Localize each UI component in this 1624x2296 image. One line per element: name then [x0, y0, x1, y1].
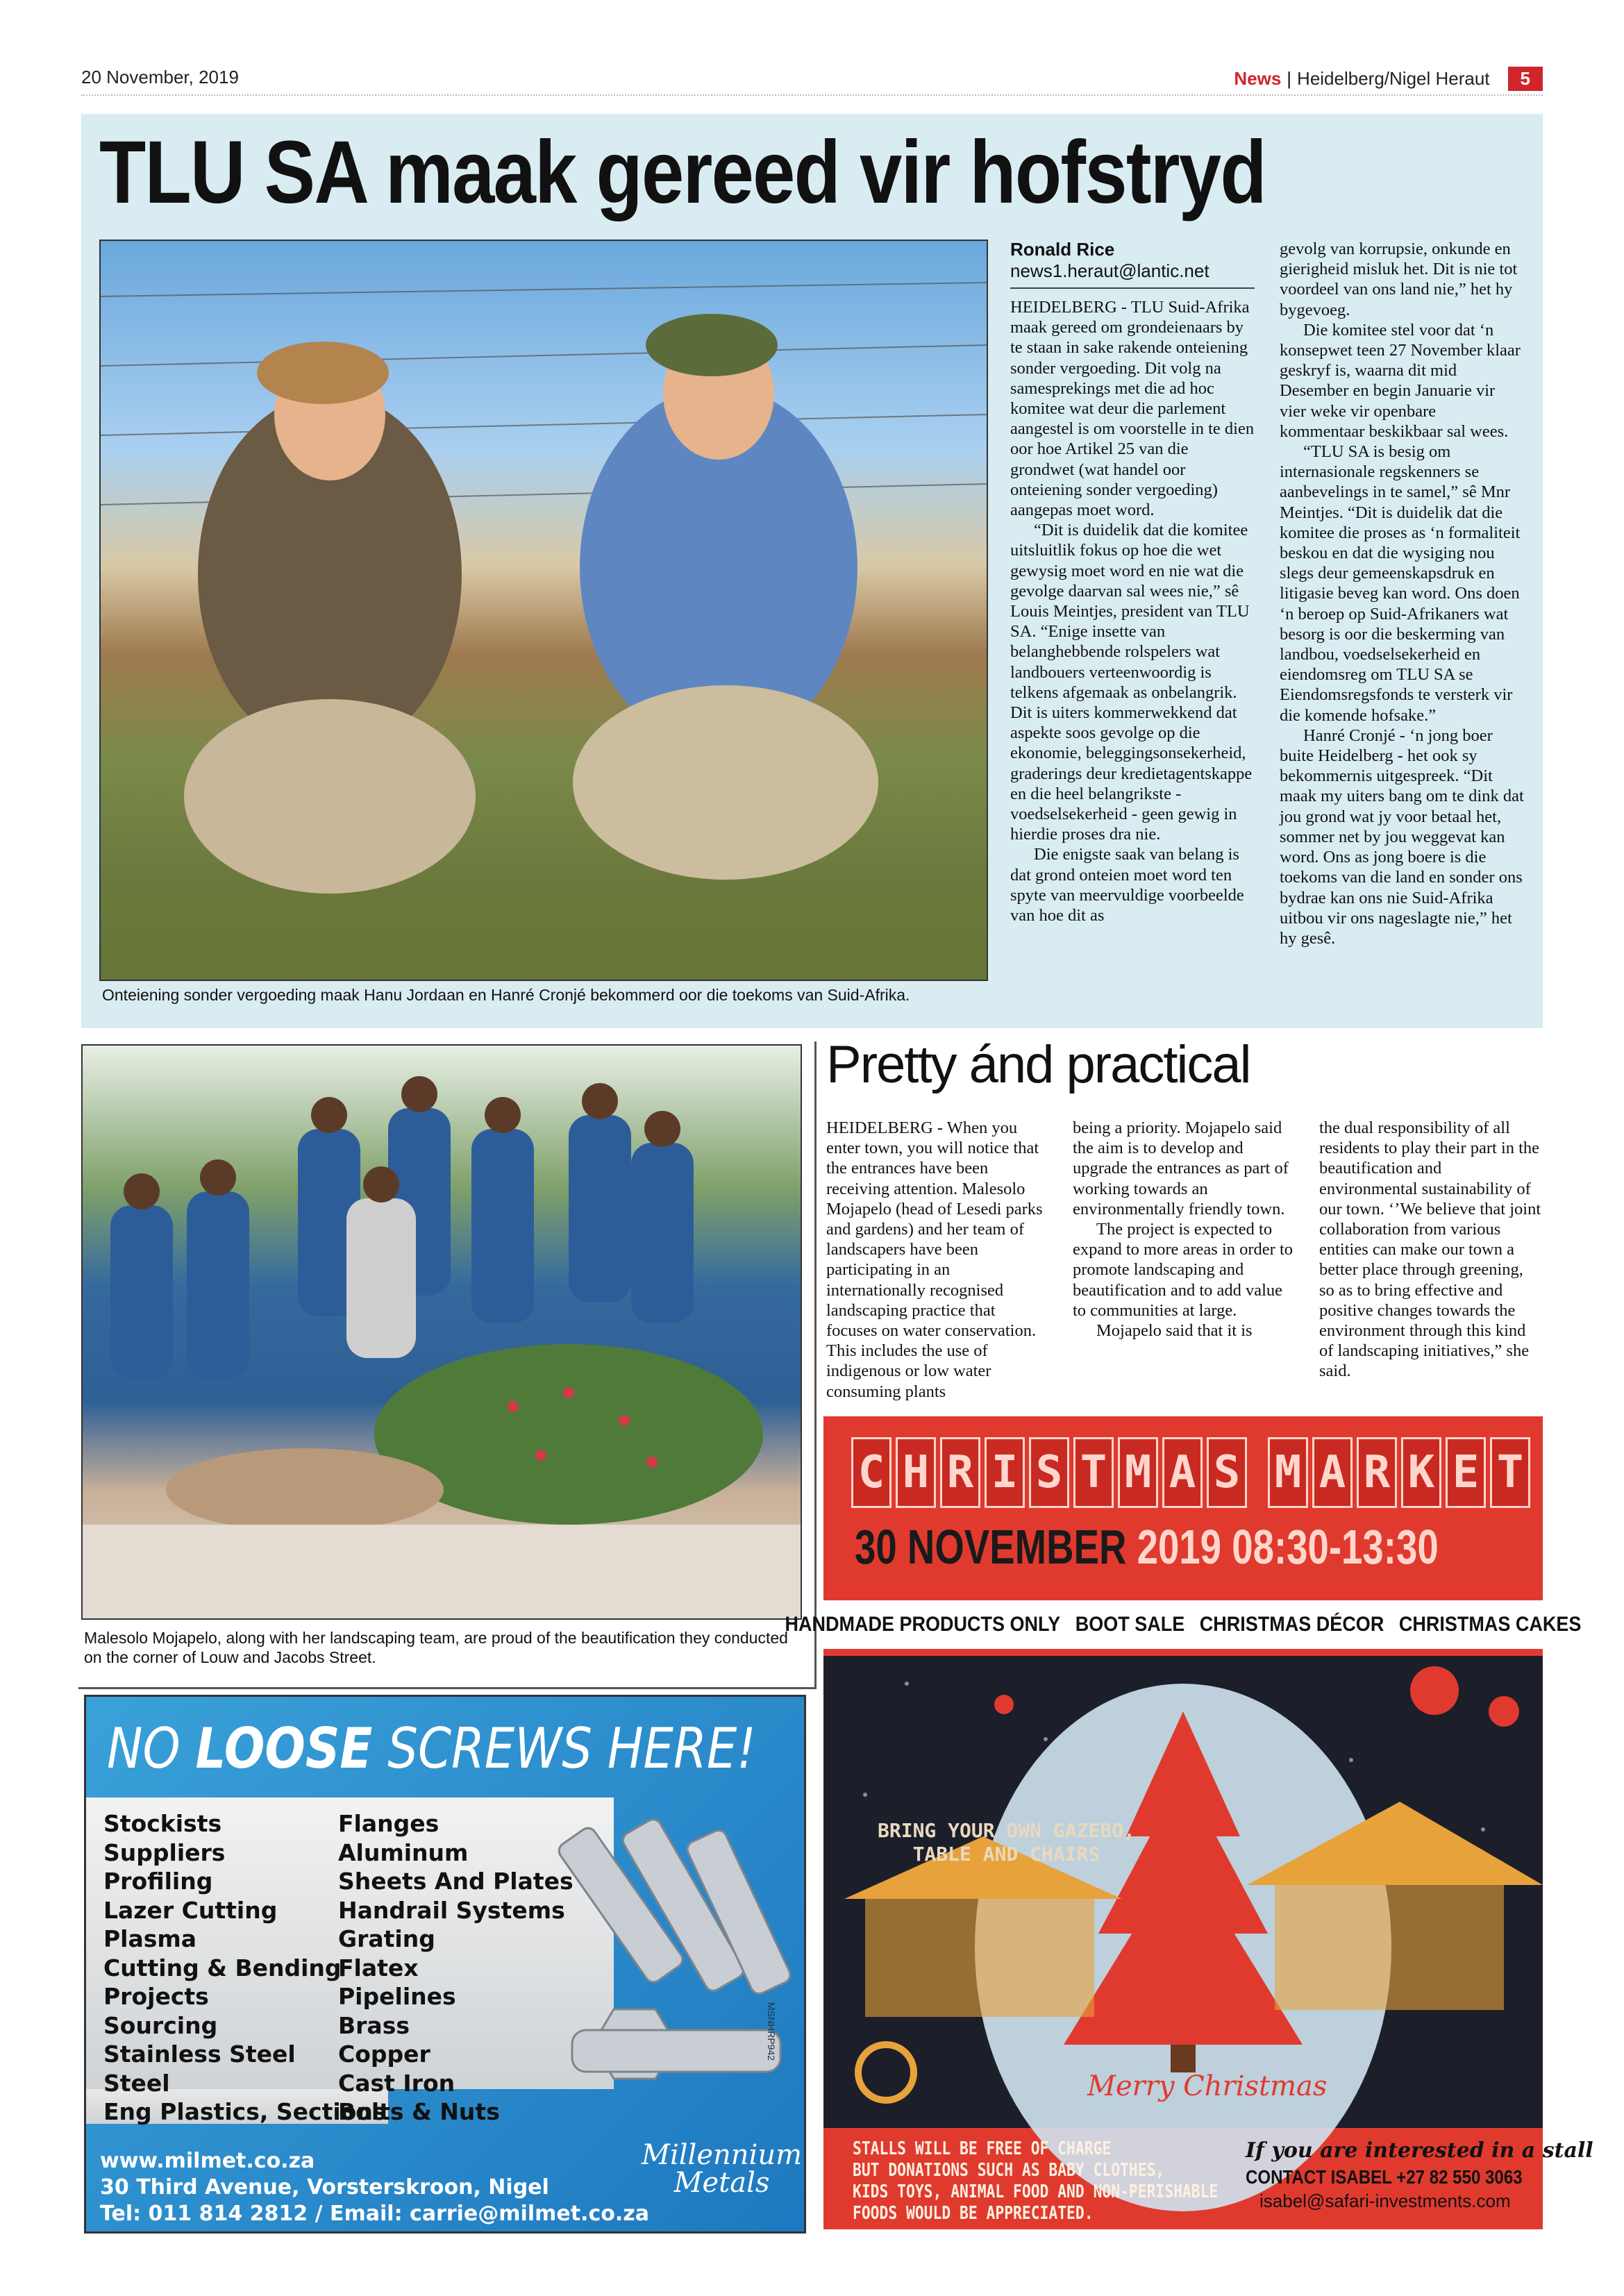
title-letter: A	[1312, 1437, 1353, 1508]
lead-article-column-1	[1010, 297, 1255, 925]
paragraph: “TLU SA is besig om internasionale regskenners se aanbevelings in te samel,” sê Mnr Meintjes. “Dit is duidelik dat die komitee die proses as ‘n formaliteit beskou en dat die wysiging nou slegs deur gemeenskapsdruk en litigasie beveg kan word. Ons doen ‘n beroep op Suid-Afrikaners wat besorg is oor die beskerming van landbou, voedselsekerheid en eiendomsreg om TLU SA se Eiendomsregsfonds te versterk vir die komende hofsake.”	[1280, 442, 1521, 725]
product-item: HANDMADE PRODUCTS ONLY	[785, 1613, 1061, 1636]
list-item: Bolts & Nuts	[338, 2098, 500, 2125]
milmet-logo	[642, 2141, 802, 2197]
ad-headline	[107, 1716, 756, 1781]
paragraph: Hanré Cronjé - ‘n jong boer buite Heidelberg - het ook sy bekommernis uitgespreek. “Dit maak my uiters bang om te dink dat jou grond wat jy voor betaal het, sommer net by jou weggevat kan word. Ons as jong boere is die toekoms van die land en sonder ons bydrae kan ons nie Suid-Afrika uitbou vir ons nageslagte nie,” het hy gesê.	[1280, 726, 1524, 948]
christmas-scene	[823, 1656, 1543, 2128]
section-name: News	[1234, 68, 1282, 89]
date-year: 2019	[1137, 1520, 1222, 1574]
title-letter: I	[985, 1437, 1025, 1508]
christmas-market-advertisement[interactable]	[785, 1416, 1593, 2229]
christmas-tree-icon	[823, 1656, 1543, 2128]
paragraph: being a priority. Mojapelo said the aim is to develop and upgrade the entrances as part of working towards an environmentally friendly town.	[1073, 1118, 1289, 1218]
ad-code: MSNHRP942	[766, 2002, 777, 2061]
list-item: Copper	[338, 2041, 430, 2068]
products-line	[785, 1600, 1582, 1649]
list-item: Plasma	[103, 1925, 197, 1952]
author-email: news1.heraut@lantic.net	[1010, 260, 1209, 281]
brand-line: Millennium	[642, 2139, 803, 2171]
bring-gazebo-note	[878, 1819, 1135, 1866]
note-line: TABLE AND CHAIRS	[912, 1843, 1100, 1866]
issue-date: 20 November, 2019	[81, 67, 239, 87]
list-item: Stainless Steel	[103, 2041, 296, 2068]
stall-contact[interactable]: CONTACT ISABEL +27 82 550 3063	[1246, 2166, 1523, 2188]
lead-photo	[99, 240, 988, 981]
address: 30 Third Avenue, Vorsterskroon, Nigel	[100, 2175, 549, 2199]
list-item: Flatex	[338, 1954, 419, 1981]
list-item: Cutting & Bending	[103, 1954, 342, 1981]
stalls-line: BUT DONATIONS SUCH AS BABY CLOTHES,	[853, 2160, 1165, 2181]
product-item: CHRISTMAS CAKES	[1398, 1613, 1582, 1636]
list-item: Lazer Cutting	[103, 1896, 278, 1924]
merry-christmas-greeting: Merry Christmas	[1087, 2070, 1328, 2102]
milmet-advertisement[interactable]	[84, 1695, 806, 2234]
list-item: Brass	[338, 2011, 410, 2039]
market-time: 08:30-13:30	[1232, 1520, 1439, 1574]
list-item: Handrail Systems	[338, 1896, 565, 1924]
paragraph: Mojapelo said that it is	[1096, 1321, 1253, 1341]
paragraph: “Dit is duidelik dat die komitee uitsluitlik fokus op hoe die wet gewysig moet word en nie wat die gevolge daarvan sal wees nie,” sê Louis Meintjes, president van TLU SA. “Enige insette van belanghebbende rolspelers wat landbouers verteenwoordig is telkens afgemaak as onbelangrik. Dit is uiters kommerwekkend dat aspekte soos gevolge op die ekonomie, beleggingsonsekerheid, graderings deur kredietagentskappe en die heel belangrikste - voedselsekerheid - geen gewig in hierdie proses dra nie.	[1010, 521, 1253, 844]
title-letter: T	[1490, 1437, 1530, 1508]
list-item: Stockists	[103, 1810, 222, 1837]
landscaping-team-illustration	[83, 1046, 801, 1618]
title-letter: T	[1073, 1437, 1114, 1508]
title-gap	[1251, 1437, 1264, 1508]
product-item: CHRISTMAS DÉCOR	[1199, 1613, 1384, 1636]
author-name: Ronald Rice	[1010, 239, 1115, 260]
lead-headline: TLU SA maak gereed vir hofstryd	[99, 123, 1266, 222]
landscaping-photo	[81, 1044, 802, 1620]
paragraph: Die enigste saak van belang is dat grond onteien moet word ten spyte van meervuldige voorbeelde van hoe dit as	[1010, 845, 1244, 925]
second-article-column-2	[1073, 1118, 1295, 1341]
list-item: Suppliers	[103, 1838, 226, 1866]
phone-email[interactable]: Tel: 011 814 2812 / Email: carrie@milmet.co.za	[100, 2202, 649, 2226]
list-item: Pipelines	[338, 1983, 456, 2010]
products-list	[338, 1809, 574, 2127]
website-link[interactable]: www.milmet.co.za	[100, 2149, 315, 2173]
stall-email[interactable]: isabel@safari-investments.com	[1259, 2190, 1511, 2211]
lead-photo-caption: Onteiening sonder vergoeding maak Hanu Jordaan en Hanré Cronjé bekommerd oor die toekoms van Suid-Afrika.	[102, 986, 910, 1004]
paragraph: Die komitee stel voor dat ‘n konsepwet teen 27 November klaar geskryf is, waarna dit mid Desember en begin Januarie vir vier weke vir openbare kommentaar beskikbaar sal wees.	[1280, 320, 1521, 441]
ad-headline-emphasis: LOOSE	[195, 1716, 373, 1781]
market-date	[855, 1519, 1439, 1575]
header-separator: |	[1287, 68, 1292, 89]
header-divider	[81, 94, 1543, 96]
title-letter: M	[1118, 1437, 1158, 1508]
list-item: Profiling	[103, 1868, 213, 1895]
title-letter: S	[1029, 1437, 1069, 1508]
date-day: 30 NOVEMBER	[855, 1520, 1127, 1574]
stalls-line: KIDS TOYS, ANIMAL FOOD AND NON-PERISHABLE	[853, 2181, 1219, 2202]
title-letter: S	[1207, 1437, 1247, 1508]
brand-line: Metals	[673, 2167, 770, 2199]
byline-divider	[1010, 287, 1255, 289]
ad-headline-part: NO	[107, 1716, 196, 1781]
landscaping-photo-caption: Malesolo Mojapelo, along with her landscaping team, are proud of the beautification they conducted on the corner of Louw and Jacobs Street.	[84, 1629, 788, 1666]
bolts-icon	[572, 1801, 794, 2113]
page-number: 5	[1508, 67, 1543, 91]
stalls-note	[853, 2138, 1218, 2224]
title-letter: M	[1268, 1437, 1308, 1508]
farmers-photo-illustration	[101, 241, 987, 980]
ad-contact-block	[100, 2148, 649, 2227]
product-item: BOOT SALE	[1075, 1613, 1185, 1636]
stall-interest: If you are interested in a stall	[1246, 2138, 1593, 2163]
paragraph: gevolg van korrupsie, onkunde en gierigheid misluk het. Dit is nie tot voordeel van ons land nie,” het hy bygevoeg.	[1280, 240, 1518, 319]
paragraph: the dual responsibility of all residents to play their part in the beautification and environmental sustainability of our town. ‘’We believe that joint collaboration from various entities can make our town a better place through greening, so as to bring effective and positive changes towards the environment through this kind of landscaping initiatives,” she said.	[1319, 1118, 1541, 1381]
lead-article-column-2	[1280, 239, 1524, 948]
list-item: Aluminum	[338, 1838, 469, 1866]
second-article-column-3	[1319, 1118, 1541, 1382]
paragraph: HEIDELBERG - When you enter town, you will notice that the entrances have been receiving attention. Malesolo Mojapelo (head of Lesedi parks and gardens) and her team of landscapers have been participating in an internationally recognised landscaping practice that focuses on water conservation. This includes the use of indigenous or low water consuming plants	[826, 1118, 1043, 1401]
publication-name: Heidelberg/Nigel Heraut	[1297, 68, 1490, 89]
title-letter: A	[1162, 1437, 1203, 1508]
list-item: Projects	[103, 1983, 209, 2010]
title-letter: K	[1401, 1437, 1441, 1508]
list-item: Flanges	[338, 1810, 440, 1837]
title-letter: R	[1357, 1437, 1397, 1508]
page-header	[1234, 67, 1543, 91]
second-article-column-1	[826, 1118, 1048, 1402]
market-title	[851, 1437, 1530, 1508]
list-item: Sheets And Plates	[338, 1868, 574, 1895]
stalls-line: FOODS WOULD BE APPRECIATED.	[853, 2203, 1094, 2224]
paragraph: HEIDELBERG - TLU Suid-Afrika maak gereed om grondeienaars by te staan in sake rakende onteiening sonder vergoeding. Dit volg na samesprekings met die ad hoc komitee wat deur die parlement aangestel is om voorstelle in te dien oor hoe Artikel 25 van die grondwet (wat handel oor onteiening sonder vergoeding) aangepas moet word.	[1010, 298, 1255, 520]
stalls-line: STALLS WILL BE FREE OF CHARGE	[853, 2138, 1112, 2159]
title-letter: H	[896, 1437, 936, 1508]
list-item: Steel	[103, 2069, 170, 2097]
title-letter: R	[940, 1437, 980, 1508]
ad-headline-part: SCREWS HERE!	[372, 1716, 756, 1781]
list-item: Cast Iron	[338, 2069, 455, 2097]
list-item: Sourcing	[103, 2011, 218, 2039]
second-headline: Pretty ánd practical	[826, 1035, 1250, 1094]
list-item: Eng Plastics, Sections	[103, 2098, 387, 2125]
list-item: Grating	[338, 1925, 435, 1952]
title-letter: E	[1446, 1437, 1486, 1508]
title-letter: C	[851, 1437, 891, 1508]
note-line: BRING YOUR OWN GAZEBO,	[878, 1819, 1135, 1842]
paragraph: The project is expected to expand to more areas in order to promote landscaping and beautification and to add value to communities at large.	[1073, 1220, 1294, 1320]
